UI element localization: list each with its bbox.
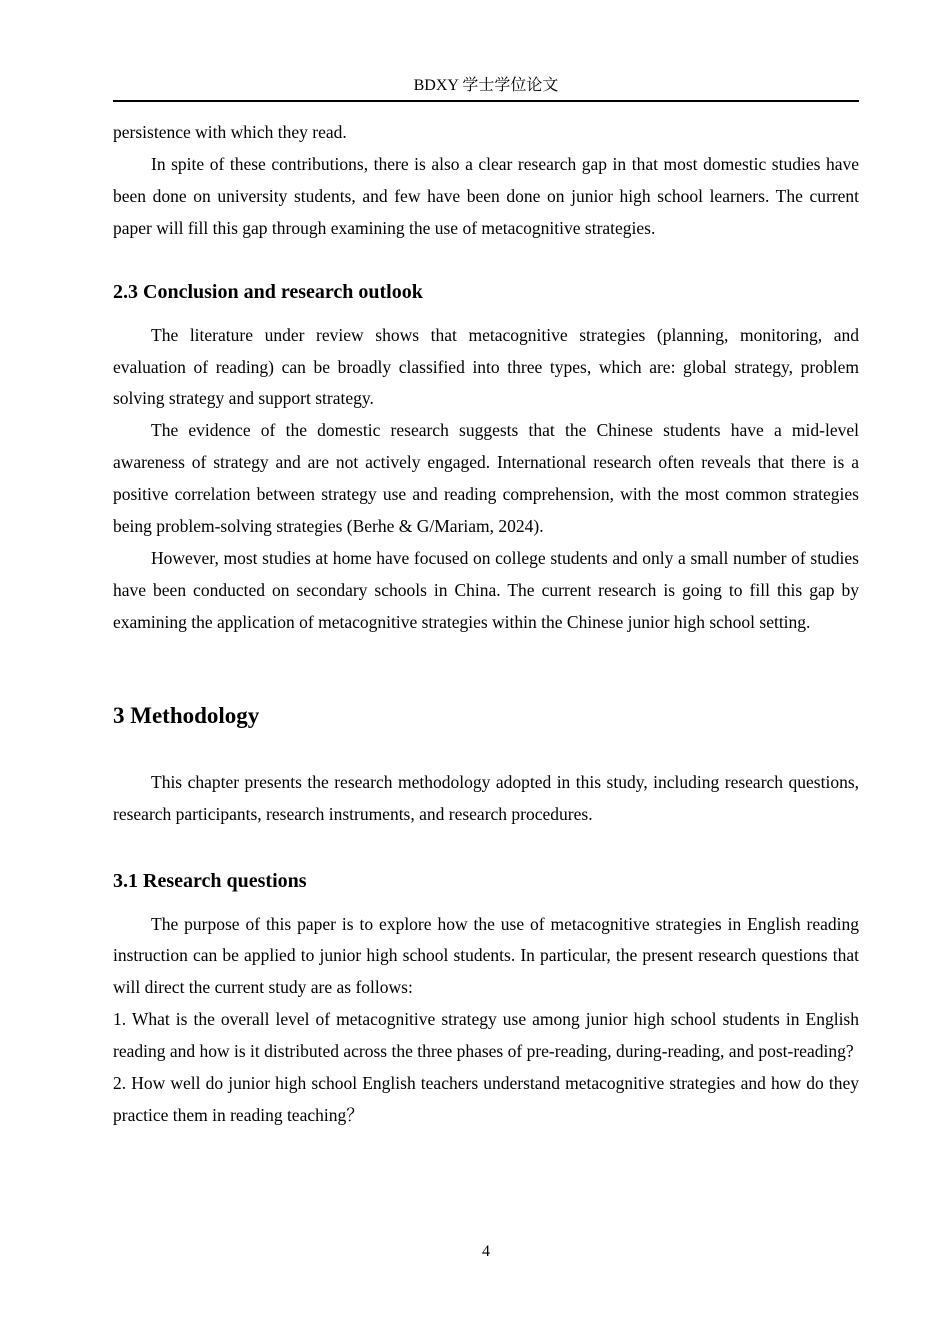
section-heading: 2.3 Conclusion and research outlook	[113, 280, 423, 303]
paragraph: The literature under review shows that metacognitive strategies (planning, monitoring, and evaluation of reading) can be broadly classified into three types, which are: global strategy, problem solving strategy and support strategy.	[113, 324, 859, 409]
paragraph: In spite of these contributions, there is also a clear research gap in that most domestic studies have been done on university students, and few have been done on junior high school learners. The current paper will fill this gap through examining the use of metacognitive strategies.	[113, 153, 859, 238]
paragraph: The purpose of this paper is to explore how the use of metacognitive strategies in English reading instruction can be applied to junior high school students. In particular, the present research questions that will direct the current study are as follows:	[113, 913, 859, 998]
research-question: 1. What is the overall level of metacognitive strategy use among junior high school students in English reading and how is it distributed across the three phases of pre-reading, during-reading, and post-reading?	[113, 1009, 859, 1062]
header-rule	[113, 100, 859, 102]
page-body	[113, 117, 859, 1132]
research-question: 2. How well do junior high school English teachers understand metacognitive strategies and how do they practice them in reading teaching？	[113, 1073, 859, 1125]
chapter-heading: 3 Methodology	[113, 702, 260, 728]
paragraph: This chapter presents the research methodology adopted in this study, including research questions, research participants, research instruments, and research procedures.	[113, 771, 859, 824]
paragraph: persistence with which they read.	[113, 122, 347, 142]
paragraph: However, most studies at home have focused on college students and only a small number of studies have been conducted on secondary schools in China. The current research is going to fill this gap by examining the application of metacognitive strategies within the Chinese junior high school setting.	[113, 547, 859, 632]
page-number: 4	[482, 1243, 490, 1260]
running-header: BDXY 学士学位论文	[413, 77, 559, 94]
paragraph: The evidence of the domestic research suggests that the Chinese students have a mid-level awareness of strategy and are not actively engaged. International research often reveals that there is a positive correlation between strategy use and reading comprehension, with the most common strategies being problem-solving strategies (Berhe & G/Mariam, 2024).	[113, 420, 859, 537]
section-heading: 3.1 Research questions	[113, 869, 307, 892]
